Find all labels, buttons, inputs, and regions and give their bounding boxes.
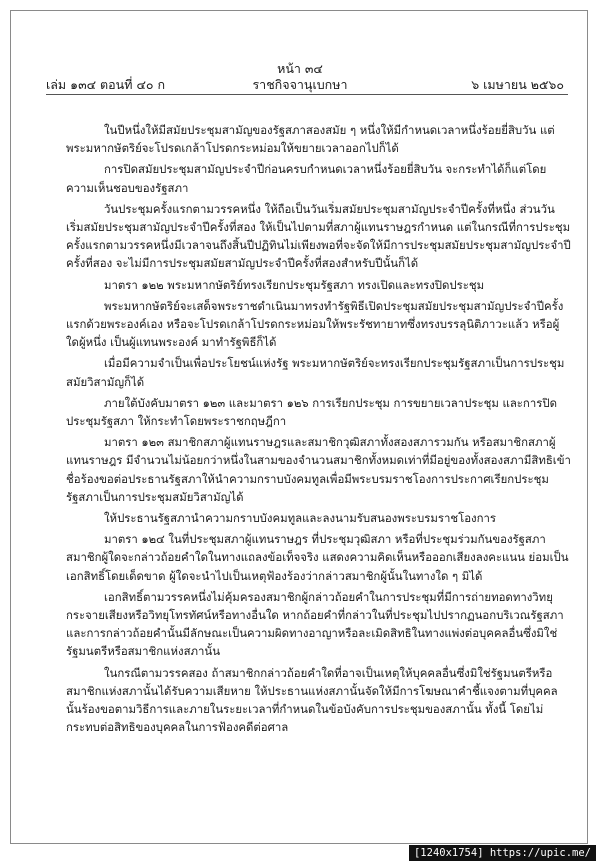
page-frame (10, 10, 588, 844)
paragraph: ในปีหนึ่งให้มีสมัยประชุมสามัญของรัฐสภาสองสมัย ๆ หนึ่งให้มีกำหนดเวลาหนึ่งร้อยยี่สิบวัน แต่พระมหากษัตริย์จะโปรดเกล้าโปรดกระหม่อมให้ขยายเวลาออกไปก็ได้ (66, 123, 555, 156)
paragraph: วันประชุมครั้งแรกตามวรรคหนึ่ง ให้ถือเป็นวันเริ่มสมัยประชุมสามัญประจำปีครั้งที่หนึ่ง ส่วนวันเริ่มสมัยประชุมสามัญประจำปีครั้งที่สอง ให้เป็นไปตามที่สภาผู้แทนราษฎรกำหนด แต่ในกรณีที่การประชุมครั้งแรกตามวรรคหนึ่งมีเวลาจนถึงสิ้นปีปฏิทินไม่เพียงพอที่จะจัดให้มีการประชุมสมัยประชุมสามัญประจำปีครั้งที่สอง จะไม่มีการประชุมสมัยสามัญประจำปีครั้งที่สองสำหรับปีนั้นก็ได้ (66, 201, 571, 271)
gazette-title: ราชกิจจานุเบกษา (252, 77, 348, 92)
paragraph: การปิดสมัยประชุมสามัญประจำปีก่อนครบกำหนดเวลาหนึ่งร้อยยี่สิบวัน จะกระทำได้ก็แต่โดยความเห็นชอบของรัฐสภา (66, 162, 547, 195)
paragraph: เมื่อมีความจำเป็นเพื่อประโยชน์แห่งรัฐ พระมหากษัตริย์จะทรงเรียกประชุมรัฐสภาเป็นการประชุมสมัยวิสามัญก็ได้ (66, 356, 565, 389)
section-123: มาตรา ๑๒๓ สมาชิกสภาผู้แทนราษฎรและสมาชิกวุฒิสภาทั้งสองสภารวมกัน หรือสมาชิกสภาผู้แทนราษฎร มีจำนวนไม่น้อยกว่าหนึ่งในสามของจำนวนสมาชิกทั้งหมดเท่าที่มีอยู่ของทั้งสองสภามีสิทธิเข้าชื่อร้องขอต่อประธานรัฐสภาให้นำความกราบบังคมทูลเพื่อมีพระบรมราชโองการประกาศเรียกประชุมรัฐสภาเป็นการประชุมสมัยวิสามัญได้ (66, 435, 571, 504)
image-host-watermark: [1240x1754] https://upic.me/ (409, 845, 596, 861)
volume-issue: เล่ม ๑๓๔ ตอนที่ ๔๐ ก (46, 77, 166, 92)
header-rule (46, 94, 568, 95)
paragraph: ในกรณีตามวรรคสอง ถ้าสมาชิกกล่าวถ้อยคำใดที่อาจเป็นเหตุให้บุคคลอื่นซึ่งมิใช่รัฐมนตรีหรือสมาชิกแห่งสภานั้นได้รับความเสียหาย ให้ประธานแห่งสภานั้นจัดให้มีการโฆษณาคำชี้แจงตามที่บุคคลนั้นร้องขอตามวิธีการและภายในระยะเวลาที่กำหนดในข้อบังคับการประชุมของสภานั้น ทั้งนี้ โดยไม่กระทบต่อสิทธิของบุคคลในการฟ้องคดีต่อศาล (66, 665, 558, 735)
section-122: มาตรา ๑๒๒ พระมหากษัตริย์ทรงเรียกประชุมรัฐสภา ทรงเปิดและทรงปิดประชุม (104, 277, 485, 292)
paragraph: ภายใต้บังคับมาตรา ๑๒๓ และมาตรา ๑๒๖ การเรียกประชุม การขยายเวลาประชุม และการปิดประชุมรัฐสภา ให้กระทำโดยพระราชกฤษฎีกา (66, 395, 557, 429)
paragraph: เอกสิทธิ์ตามวรรคหนึ่งไม่คุ้มครองสมาชิกผู้กล่าวถ้อยคำในการประชุมที่มีการถ่ายทอดทางวิทยุกระจายเสียงหรือวิทยุโทรทัศน์หรือทางอื่นใด หากถ้อยคำที่กล่าวในที่ประชุมไปปรากฏนอกบริเวณรัฐสภา และการกล่าวถ้อยคำนั้นมีลักษณะเป็นความผิดทางอาญาหรือละเมิดสิทธิในทางแพ่งต่อบุคคลอื่นซึ่งมิใช่รัฐมนตรีหรือสมาชิกแห่งสภานั้น (66, 589, 564, 659)
document-body (66, 121, 571, 740)
paragraph: ให้ประธานรัฐสภานำความกราบบังคมทูลและลงนามรับสนองพระบรมราชโองการ (104, 511, 497, 526)
paragraph: พระมหากษัตริย์จะเสด็จพระราชดำเนินมาทรงทำรัฐพิธีเปิดประชุมสมัยประชุมสามัญประจำปีครั้งแรกด้วยพระองค์เอง หรือจะโปรดเกล้าโปรดกระหม่อมให้พระรัชทายาทซึ่งทรงบรรลุนิติภาวะแล้ว หรือผู้ใดผู้หนึ่ง เป็นผู้แทนพระองค์ มาทำรัฐพิธีก็ได้ (66, 298, 564, 350)
publication-date: ๖ เมษายน ๒๕๖๐ (471, 77, 564, 92)
section-124: มาตรา ๑๒๔ ในที่ประชุมสภาผู้แทนราษฎร ที่ประชุมวุฒิสภา หรือที่ประชุมร่วมกันของรัฐสภา สมาชิกผู้ใดจะกล่าวถ้อยคำใดในทางแถลงข้อเท็จจริง แสดงความคิดเห็นหรือออกเสียงลงคะแนน ย่อมเป็นเอกสิทธิ์โดยเด็ดขาด ผู้ใดจะนำไปเป็นเหตุฟ้องร้องว่ากล่าวสมาชิกผู้นั้นในทางใด ๆ มิได้ (66, 532, 569, 583)
page-number: หน้า ๓๔ (277, 61, 323, 76)
